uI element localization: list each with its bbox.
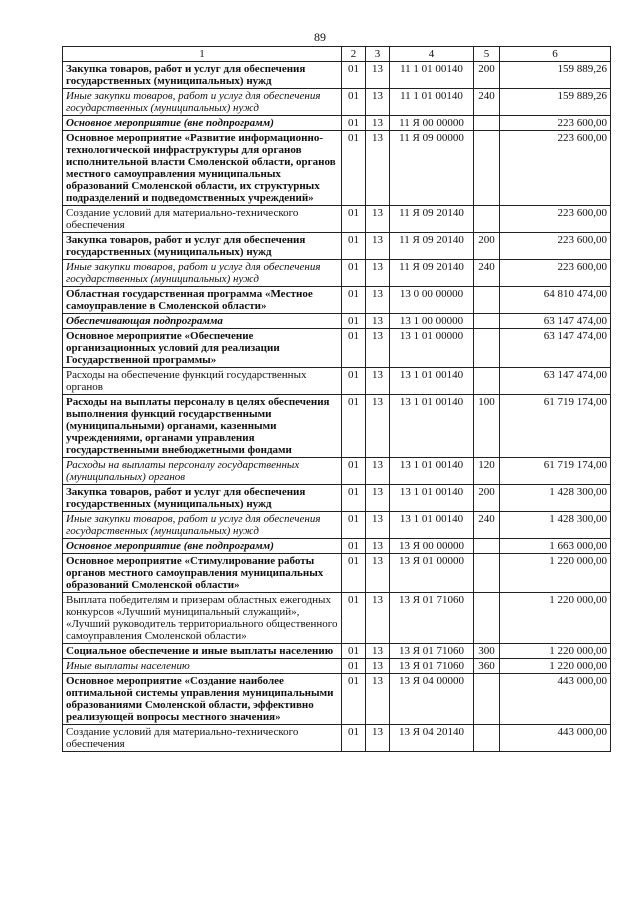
row-amount-cell: 1 220 000,00 [500,659,611,674]
row-amount-cell: 443 000,00 [500,725,611,752]
row-expense-type-cell: 200 [474,233,500,260]
row-subsection-cell: 13 [366,554,390,593]
row-target-code-cell: 13 Я 01 00000 [390,554,474,593]
row-subsection-cell: 13 [366,512,390,539]
row-section-cell: 01 [342,89,366,116]
row-target-code-cell: 13 1 01 00000 [390,329,474,368]
row-section-cell: 01 [342,644,366,659]
row-section-cell: 01 [342,539,366,554]
budget-table [62,46,611,752]
row-section-cell: 01 [342,260,366,287]
row-section-cell: 01 [342,314,366,329]
row-subsection-cell: 13 [366,329,390,368]
row-subsection-cell: 13 [366,458,390,485]
row-section-cell: 01 [342,233,366,260]
row-target-code-cell: 13 Я 04 00000 [390,674,474,725]
row-amount-cell: 223 600,00 [500,260,611,287]
row-target-code-cell: 11 Я 09 20140 [390,260,474,287]
table-row [63,62,611,89]
row-name-cell: Выплата победителям и призерам областных ежегодных конкурсов «Лучший муниципальный служащий», «Лучший руководитель территориального общественного самоуправления Смоленской области» [63,593,342,644]
row-target-code-cell: 11 Я 00 00000 [390,116,474,131]
table-row [63,512,611,539]
header-cell: 5 [474,47,500,62]
row-target-code-cell: 13 1 01 00140 [390,485,474,512]
row-expense-type-cell [474,131,500,206]
row-subsection-cell: 13 [366,206,390,233]
table-row [63,539,611,554]
table-row [63,458,611,485]
table-row [63,260,611,287]
table-row [63,314,611,329]
header-cell: 3 [366,47,390,62]
row-amount-cell: 1 220 000,00 [500,644,611,659]
row-name-cell: Иные закупки товаров, работ и услуг для обеспечения государственных (муниципальных) нужд [63,89,342,116]
row-name-cell: Иные выплаты населению [63,659,342,674]
row-subsection-cell: 13 [366,395,390,458]
row-target-code-cell: 11 1 01 00140 [390,89,474,116]
header-cell: 1 [63,47,342,62]
row-target-code-cell: 13 Я 01 71060 [390,644,474,659]
row-expense-type-cell [474,206,500,233]
row-amount-cell: 223 600,00 [500,116,611,131]
row-section-cell: 01 [342,674,366,725]
row-subsection-cell: 13 [366,593,390,644]
row-target-code-cell: 11 Я 09 00000 [390,131,474,206]
row-section-cell: 01 [342,395,366,458]
row-subsection-cell: 13 [366,314,390,329]
row-subsection-cell: 13 [366,644,390,659]
row-subsection-cell: 13 [366,368,390,395]
row-target-code-cell: 13 0 00 00000 [390,287,474,314]
row-name-cell: Основное мероприятие (вне подпрограмм) [63,116,342,131]
table-row [63,116,611,131]
table-row [63,659,611,674]
row-section-cell: 01 [342,206,366,233]
table-row [63,233,611,260]
row-name-cell: Расходы на выплаты персоналу в целях обеспечения выполнения функций государственными (муниципальными) органами, казенными учреждениями, органами управления государственными внебюджетными фондами [63,395,342,458]
row-amount-cell: 1 220 000,00 [500,554,611,593]
row-expense-type-cell: 360 [474,659,500,674]
row-target-code-cell: 13 Я 01 71060 [390,593,474,644]
table-row [63,287,611,314]
row-section-cell: 01 [342,458,366,485]
table-row [63,725,611,752]
row-target-code-cell: 13 1 01 00140 [390,458,474,485]
row-name-cell: Иные закупки товаров, работ и услуг для обеспечения государственных (муниципальных) нужд [63,260,342,287]
row-target-code-cell: 13 Я 00 00000 [390,539,474,554]
header-cell: 2 [342,47,366,62]
header-cell: 4 [390,47,474,62]
row-section-cell: 01 [342,725,366,752]
row-section-cell: 01 [342,485,366,512]
table-row [63,593,611,644]
row-name-cell: Создание условий для материально-технического обеспечения [63,206,342,233]
table-row [63,674,611,725]
row-amount-cell: 63 147 474,00 [500,329,611,368]
table-header-row [63,47,611,62]
row-subsection-cell: 13 [366,260,390,287]
row-expense-type-cell: 100 [474,395,500,458]
row-section-cell: 01 [342,368,366,395]
row-amount-cell: 223 600,00 [500,131,611,206]
row-subsection-cell: 13 [366,674,390,725]
row-name-cell: Основное мероприятие «Обеспечение организационных условий для реализации Государственной программы» [63,329,342,368]
row-amount-cell: 1 663 000,00 [500,539,611,554]
row-target-code-cell: 13 1 01 00140 [390,395,474,458]
page-number: 89 [314,30,326,44]
row-subsection-cell: 13 [366,539,390,554]
row-name-cell: Создание условий для материально-технического обеспечения [63,725,342,752]
row-subsection-cell: 13 [366,287,390,314]
row-expense-type-cell: 240 [474,512,500,539]
row-amount-cell: 61 719 174,00 [500,458,611,485]
row-subsection-cell: 13 [366,725,390,752]
row-name-cell: Иные закупки товаров, работ и услуг для обеспечения государственных (муниципальных) нужд [63,512,342,539]
row-name-cell: Расходы на выплаты персоналу государственных (муниципальных) органов [63,458,342,485]
row-amount-cell: 159 889,26 [500,62,611,89]
row-expense-type-cell: 240 [474,260,500,287]
row-expense-type-cell: 240 [474,89,500,116]
header-cell: 6 [500,47,611,62]
row-subsection-cell: 13 [366,485,390,512]
row-amount-cell: 223 600,00 [500,206,611,233]
row-amount-cell: 223 600,00 [500,233,611,260]
row-expense-type-cell: 200 [474,62,500,89]
row-name-cell: Основное мероприятие (вне подпрограмм) [63,539,342,554]
row-subsection-cell: 13 [366,659,390,674]
row-name-cell: Закупка товаров, работ и услуг для обеспечения государственных (муниципальных) нужд [63,62,342,89]
row-expense-type-cell [474,329,500,368]
row-expense-type-cell [474,314,500,329]
row-section-cell: 01 [342,131,366,206]
row-amount-cell: 159 889,26 [500,89,611,116]
table-row [63,485,611,512]
row-name-cell: Закупка товаров, работ и услуг для обеспечения государственных (муниципальных) нужд [63,485,342,512]
row-subsection-cell: 13 [366,89,390,116]
table-row [63,554,611,593]
row-amount-cell: 63 147 474,00 [500,314,611,329]
row-expense-type-cell [474,368,500,395]
row-subsection-cell: 13 [366,233,390,260]
row-expense-type-cell: 300 [474,644,500,659]
row-section-cell: 01 [342,512,366,539]
row-name-cell: Основное мероприятие «Создание наиболее оптимальной системы управления муниципальными образованиями Смоленской области, эффективно реализующей вопросы местного значения» [63,674,342,725]
row-expense-type-cell: 200 [474,485,500,512]
row-target-code-cell: 11 Я 09 20140 [390,233,474,260]
row-subsection-cell: 13 [366,131,390,206]
row-amount-cell: 64 810 474,00 [500,287,611,314]
table-row [63,89,611,116]
table-row [63,329,611,368]
row-expense-type-cell [474,539,500,554]
row-expense-type-cell [474,725,500,752]
row-expense-type-cell [474,593,500,644]
row-target-code-cell: 13 1 01 00140 [390,512,474,539]
row-amount-cell: 1 428 300,00 [500,512,611,539]
row-target-code-cell: 11 1 01 00140 [390,62,474,89]
row-amount-cell: 63 147 474,00 [500,368,611,395]
row-amount-cell: 443 000,00 [500,674,611,725]
row-target-code-cell: 13 Я 01 71060 [390,659,474,674]
table-row [63,131,611,206]
row-target-code-cell: 11 Я 09 20140 [390,206,474,233]
row-section-cell: 01 [342,329,366,368]
row-name-cell: Областная государственная программа «Местное самоуправление в Смоленской области» [63,287,342,314]
row-section-cell: 01 [342,554,366,593]
row-expense-type-cell: 120 [474,458,500,485]
row-target-code-cell: 13 Я 04 20140 [390,725,474,752]
row-section-cell: 01 [342,287,366,314]
row-name-cell: Обеспечивающая подпрограмма [63,314,342,329]
row-section-cell: 01 [342,116,366,131]
table-row [63,368,611,395]
row-expense-type-cell [474,674,500,725]
row-section-cell: 01 [342,659,366,674]
table-row [63,644,611,659]
row-target-code-cell: 13 1 01 00140 [390,368,474,395]
row-name-cell: Социальное обеспечение и иные выплаты населению [63,644,342,659]
row-section-cell: 01 [342,62,366,89]
row-section-cell: 01 [342,593,366,644]
row-name-cell: Расходы на обеспечение функций государственных органов [63,368,342,395]
row-expense-type-cell [474,554,500,593]
row-subsection-cell: 13 [366,62,390,89]
row-name-cell: Закупка товаров, работ и услуг для обеспечения государственных (муниципальных) нужд [63,233,342,260]
row-name-cell: Основное мероприятие «Стимулирование работы органов местного самоуправления муниципальных образований Смоленской области» [63,554,342,593]
row-target-code-cell: 13 1 00 00000 [390,314,474,329]
row-subsection-cell: 13 [366,116,390,131]
row-name-cell: Основное мероприятие «Развитие информационно-технологической инфраструктуры для органов исполнительной власти Смоленской области, органов местного самоуправления муниципальных образований Смоленской области, их структурных подразделений и подведомственных учреждений» [63,131,342,206]
table-row [63,206,611,233]
row-expense-type-cell [474,116,500,131]
table-row [63,395,611,458]
row-amount-cell: 1 220 000,00 [500,593,611,644]
row-amount-cell: 61 719 174,00 [500,395,611,458]
row-amount-cell: 1 428 300,00 [500,485,611,512]
row-expense-type-cell [474,287,500,314]
